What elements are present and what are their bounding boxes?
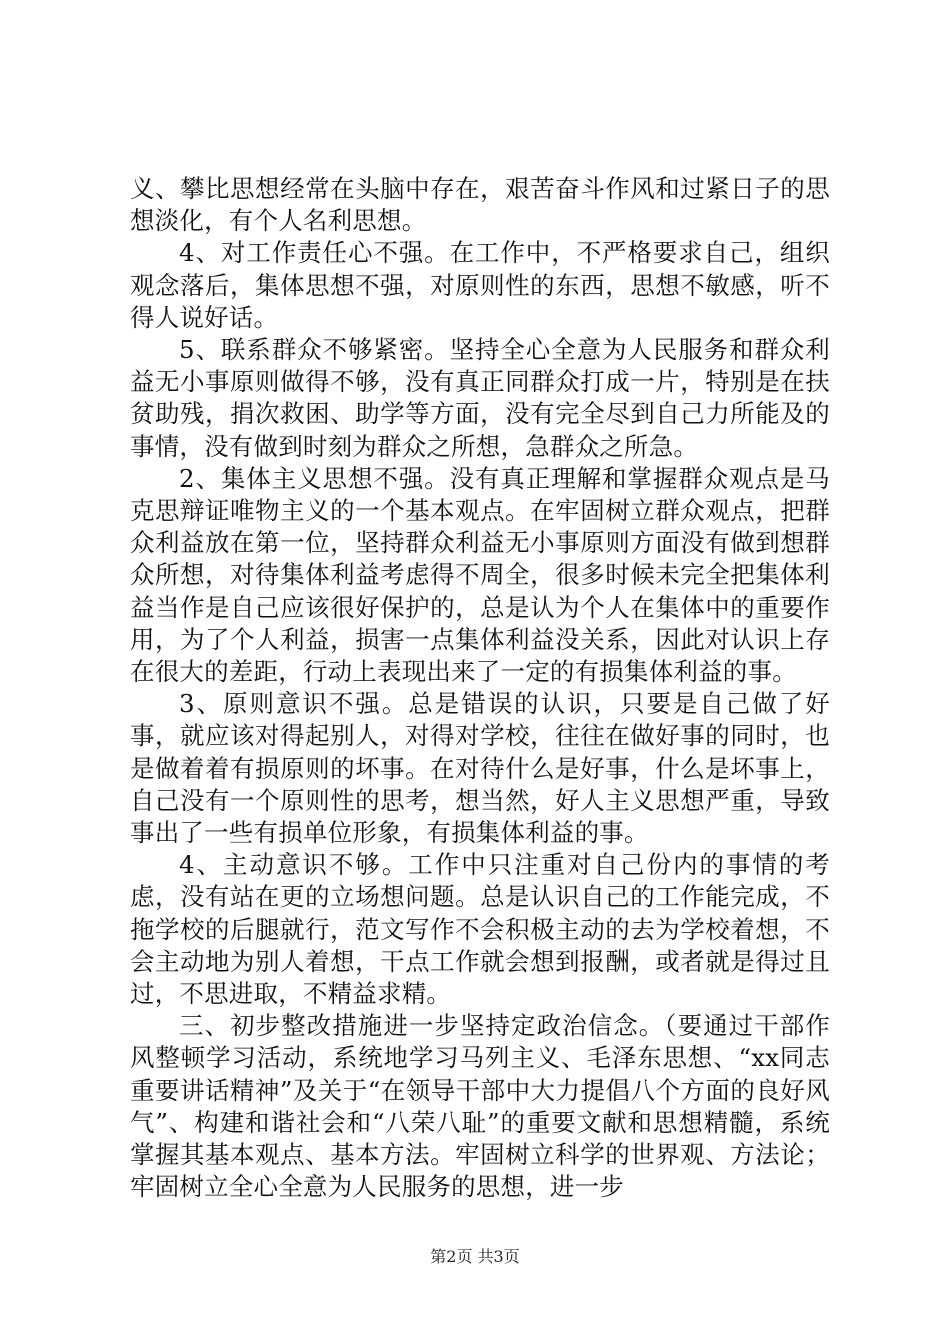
- page-footer: [0, 1244, 950, 1267]
- page-number-label: 第2页 共3页: [430, 1247, 520, 1266]
- paragraph-1: 义、攀比思想经常在头脑中存在，艰苦奋斗作风和过紧日子的思想淡化，有个人名利思想。: [130, 174, 830, 236]
- paragraph-3: 5、联系群众不够紧密。坚持全心全意为人民服务和群众利益无小事原则做得不够，没有真正同群众打成一片，特别是在扶贫助残，捐次救困、助学等方面，没有完全尽到自己力所能及的事情，没有做到时刻为群众之所想，急群众之所急。: [130, 335, 830, 461]
- paragraph-7: 三、初步整改措施进一步坚持定政治信念。（要通过干部作风整顿学习活动，系统地学习马列主义、毛泽东思想、“xx同志重要讲话精神”及关于“在领导干部中大力提倡八个方面的良好风气”、构建和谐社会和“八荣八耻”的重要文献和思想精髓，系统掌握其基本观点、基本方法。牢固树立科学的世界观、方法论；牢固树立全心全意为人民服务的思想，进一步: [130, 1011, 830, 1202]
- paragraph-6: 4、主动意识不够。工作中只注重对自己份内的事情的考虑，没有站在更的立场想问题。总是认识自己的工作能完成，不拖学校的后腿就行，范文写作不会积极主动的去为学校着想，不会主动地为别人着想，干点工作就会想到报酬，或者就是得过且过，不思进取，不精益求精。: [130, 850, 830, 1009]
- paragraph-2: 4、对工作责任心不强。在工作中，不严格要求自己，组织观念落后，集体思想不强，对原则性的东西，思想不敏感，听不得人说好话。: [130, 238, 830, 332]
- paragraph-4: 2、集体主义思想不强。没有真正理解和掌握群众观点是马克思辩证唯物主义的一个基本观点。在牢固树立群众观点，把群众利益放在第一位，坚持群众利益无小事原则方面没有做到想群众所想，对待集体利益考虑得不周全，很多时候未完全把集体利益当作是自己应该很好保护的，总是认为个人在集体中的重要作用，为了个人利益，损害一点集体利益没关系，因此对认识上存在很大的差距，行动上表现出来了一定的有损集体利益的事。: [130, 463, 830, 687]
- document-body: [130, 173, 830, 1204]
- paragraph-5: 3、原则意识不强。总是错误的认识，只要是自己做了好事，就应该对得起别人，对得对学校，往往在做好事的同时，也是做着着有损原则的坏事。在对待什么是好事，什么是坏事上，自己没有一个原则性的思考，想当然，好人主义思想严重，导致事出了一些有损单位形象，有损集体利益的事。: [130, 689, 830, 848]
